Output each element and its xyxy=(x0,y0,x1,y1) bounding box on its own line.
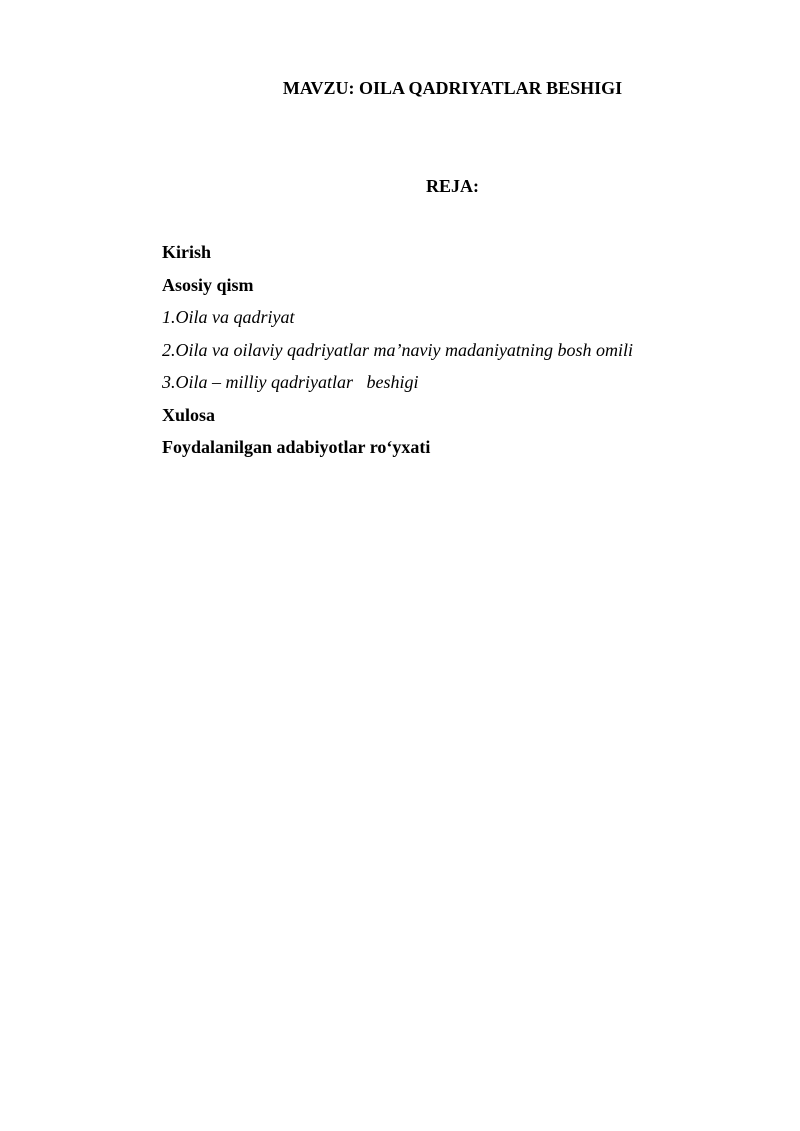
plan-list xyxy=(162,236,762,464)
plan-heading: REJA: xyxy=(426,176,479,196)
plan-item-section-2: 2.Oila va oilaviy qadriyatlar ma’naviy madaniyatning bosh omili xyxy=(162,339,633,360)
plan-item-section-1: 1.Oila va qadriyat xyxy=(162,307,295,327)
document-title: MAVZU: OILA QADRIYATLAR BESHIGI xyxy=(282,78,623,98)
plan-item-section-3: 3.Oila – milliy qadriyatlar beshigi xyxy=(162,372,419,392)
plan-item-main-part: Asosiy qism xyxy=(162,274,254,295)
plan-item-introduction: Kirish xyxy=(162,242,212,262)
plan-item-references: Foydalanilgan adabiyotlar ro‘yxati xyxy=(162,437,431,457)
plan-item-conclusion: Xulosa xyxy=(162,404,216,425)
